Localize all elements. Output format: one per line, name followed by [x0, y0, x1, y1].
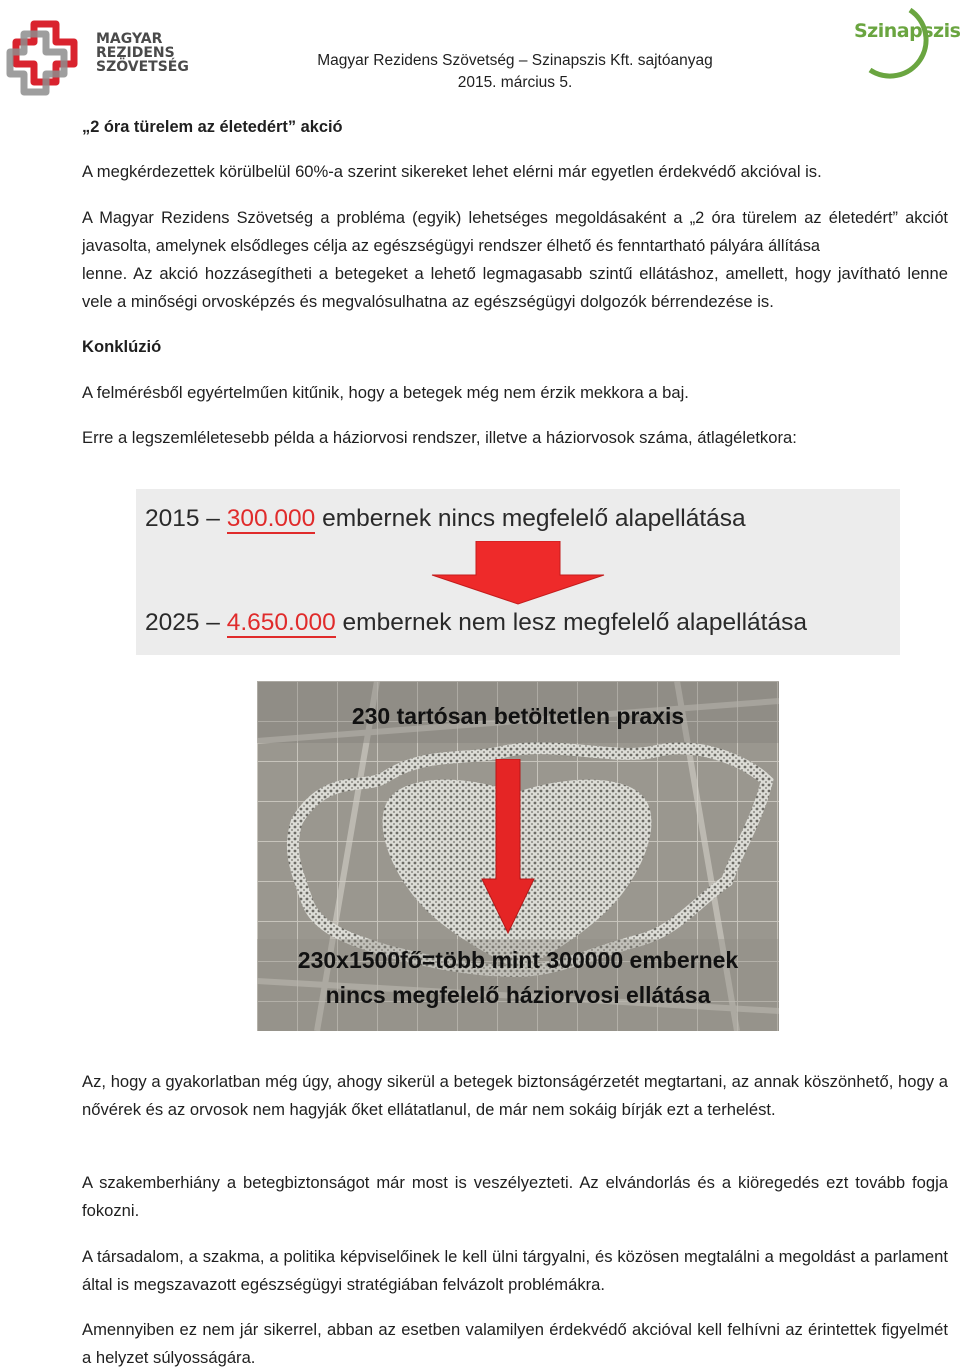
szinapszis-logo [840, 4, 958, 80]
paragraph-7: A társadalom, a szakma, a politika képviselőinek le kell ülni tárgyalni, és közösen megtalálni a megoldást a parlament által is megszavazott egészségügyi stratégiában felvázolt problémákra. [82, 1247, 948, 1294]
header-title: Magyar Rezidens Szövetség – Szinapszis Kft. sajtóanyag [317, 52, 713, 69]
figure2-title: 230 tartósan betöltetlen praxis [351, 703, 685, 729]
document-header [300, 50, 730, 94]
paragraph-5: Az, hogy a gyakorlatban még úgy, ahogy sikerül a betegek biztonságérzetét megtartani, az annak köszönhető, hogy a nővérek és az orvosok nem hagyják őket ellátatlanul, de már nem sokáig bírják ezt a terhelést. [82, 1072, 948, 1119]
action-heading: „2 óra türelem az életedért” akció [82, 118, 343, 136]
crowd-photo-figure [257, 681, 779, 1031]
forecast-figure [136, 489, 900, 655]
forecast-number-2015: 300.000 [226, 505, 316, 532]
green-swoosh-icon [840, 4, 958, 80]
paragraph-8: Amennyiben ez nem jár sikerrel, abban az esetben valamilyen érdekvédő akcióval kell felhívni az érintettek figyelmét a helyzet súlyosságára. [82, 1320, 948, 1367]
down-arrow-icon [430, 541, 606, 605]
header-date: 2015. március 5. [457, 74, 573, 91]
forecast-number-2025: 4.650.000 [226, 609, 336, 636]
figure2-caption-line1: 230x1500fő=több mint 300000 embernek [297, 947, 739, 973]
org-name-right: Szinapszis [854, 20, 960, 42]
figure2-caption-line2: nincs megfelelő háziorvosi ellátása [325, 982, 711, 1008]
paragraph-2a: A Magyar Rezidens Szövetség a probléma (egyik) lehetséges megoldásaként a „2 óra türelem az életedért” akciót javasolta, amelynek elsődleges célja az egészségügyi rendszer élhető és fenntartható pályára állítása [82, 209, 948, 255]
forecast-line-2025: 2025 – 4.650.000 embernek nem lesz megfelelő alapellátása [145, 609, 807, 636]
paragraph-3: A felmérésből egyértelműen kitűnik, hogy a betegek még nem érzik mekkora a baj. [82, 383, 689, 402]
medical-cross-logo-icon [6, 18, 92, 98]
forecast-line-2015: 2015 – 300.000 embernek nincs megfelelő alapellátása [145, 505, 746, 532]
paragraph-4: Erre a legszemléletesebb példa a háziorvosi rendszer, illetve a háziorvosok száma, átlagéletkora: [82, 428, 797, 447]
red-down-arrow-icon [480, 759, 536, 935]
paragraph-1: A megkérdezettek körülbelül 60%-a szerint sikereket lehet elérni már egyetlen érdekvédő akcióval is. [82, 162, 822, 181]
magyar-rezidens-logo [6, 18, 206, 98]
paragraph-2b: lenne. Az akció hozzásegítheti a betegeket a lehető legmagasabb szintű ellátáshoz, amellett, hogy javítható lenne vele a minőségi orvosképzés és megvalósulhatna az egészségügyi dolgozók bérrendezése is. [82, 264, 948, 311]
paragraph-6: A szakemberhiány a betegbiztonságot már most is veszélyezteti. Az elvándorlás és a kiöregedés ezt tovább fogja fokozni. [82, 1173, 948, 1220]
conclusion-heading: Konklúzió [82, 337, 162, 356]
org-name-left: MAGYAR REZIDENS SZÖVETSÉG [96, 31, 189, 75]
